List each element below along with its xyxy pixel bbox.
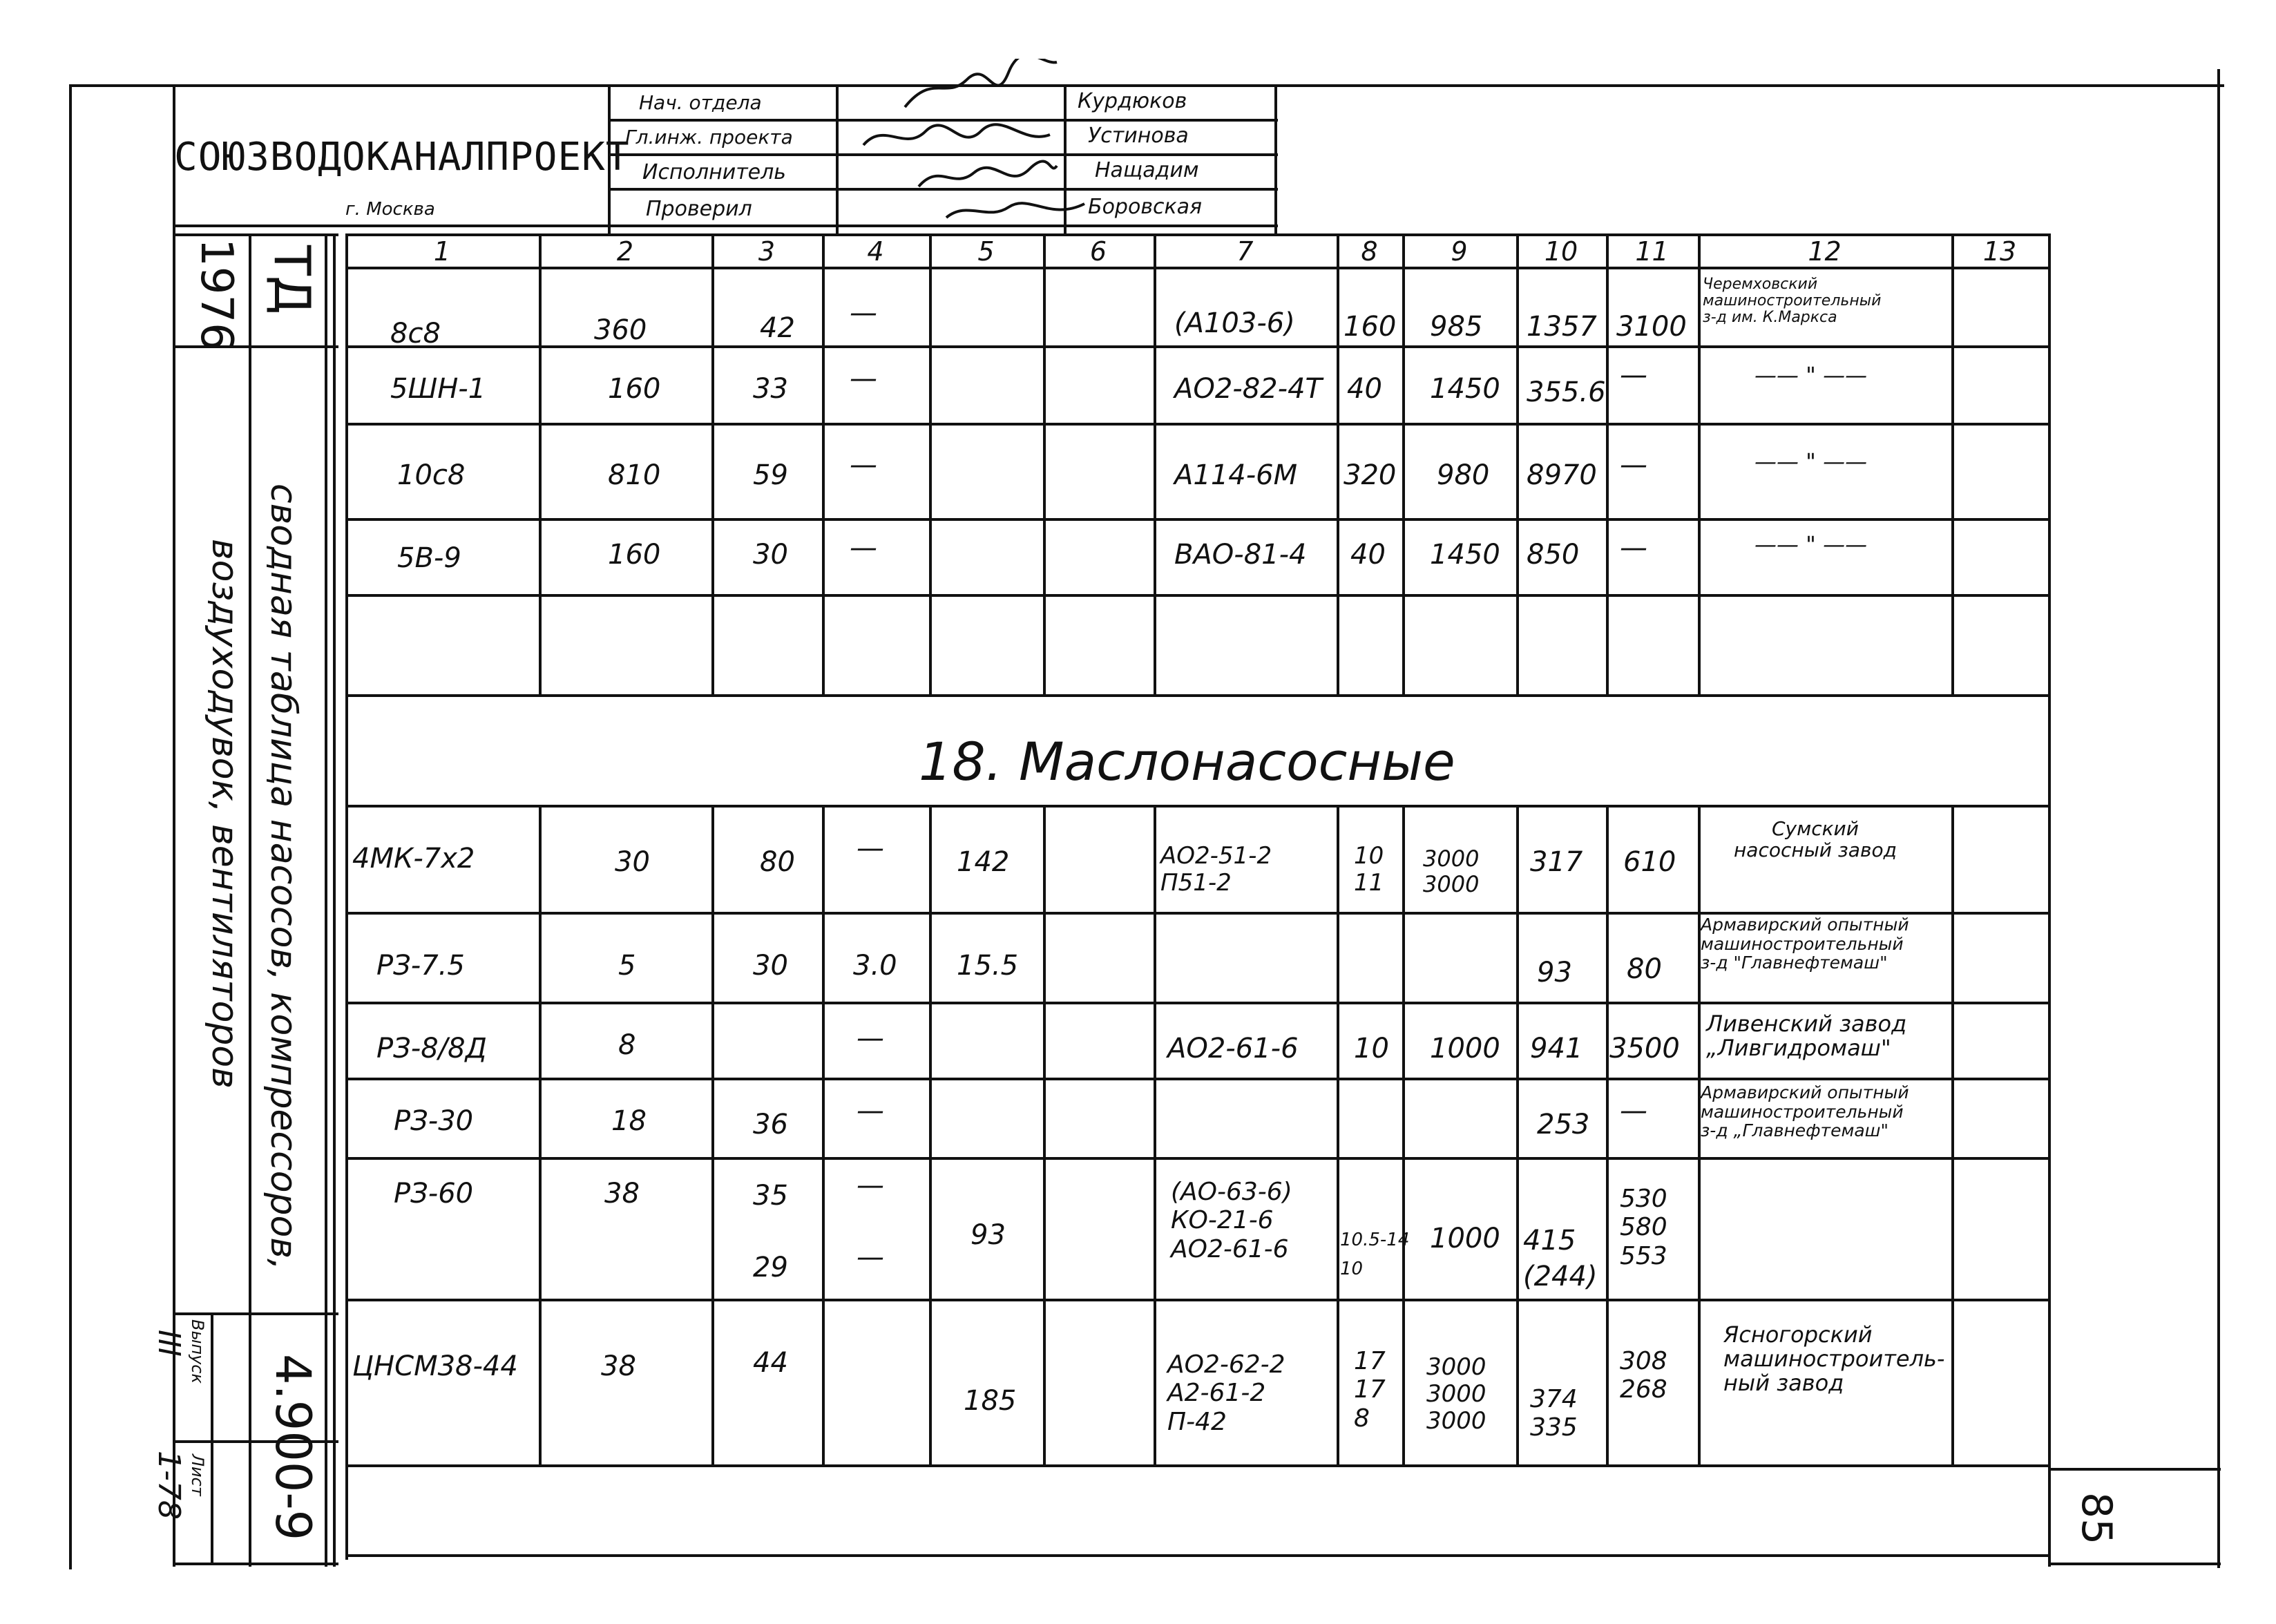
table-row-bottom-5-c5: 185 (964, 1385, 1017, 1417)
table-row-top-1-c1: 5ШН-1 (390, 373, 486, 405)
table-row-bottom-1-c4: 3.0 (853, 950, 897, 982)
table-row-bottom-2-c12: Ливенский завод „Ливгидромаш" (1706, 1011, 1907, 1062)
table-row-bottom-4-c10: 415 (244) (1523, 1225, 1598, 1292)
table-row-top-1-c4: — (850, 363, 877, 394)
sheet-title-line2: воздуходувок, вентиляторов (204, 539, 245, 1089)
col-header-12: 12 (1808, 236, 1842, 267)
table-row-bottom-3-c11: — (1620, 1095, 1647, 1127)
table-row-bottom-5-c2: 38 (601, 1350, 636, 1382)
sheet-title-line1: сводная таблица насосов, компрессоров, (262, 484, 304, 1270)
name-checker: Боровская (1088, 195, 1203, 219)
table-row-top-0-c9: 985 (1430, 311, 1483, 343)
table-row-bottom-2-c10: 941 (1530, 1033, 1583, 1064)
table-row-bottom-5-c12: Ясногорский машиностроитель- ный завод (1723, 1321, 1945, 1397)
table-row-bottom-1-c11: 80 (1627, 953, 1662, 985)
frame-right-line (2217, 69, 2220, 1568)
table-row-bottom-2-c7: АО2-61-6 (1167, 1033, 1299, 1064)
col-header-9: 9 (1451, 236, 1468, 267)
table-row-bottom-5-c11: 308 268 (1620, 1347, 1667, 1404)
col-header-3: 3 (758, 236, 776, 267)
table-row-bottom-0-c4: — (857, 832, 884, 864)
signature-chief-engineer (857, 117, 1064, 159)
table-row-top-1-c9: 1450 (1430, 373, 1500, 405)
table-row-top-0-c12: Черемховский машиностроительный з-д им. К.Маркса (1703, 276, 1882, 327)
table-row-top-1-c10: 355.6 (1527, 376, 1606, 408)
table-row-bottom-3-c10: 253 (1537, 1109, 1590, 1140)
table-row-bottom-3-c4: — (857, 1095, 884, 1127)
sheet-value: 1-78 (151, 1451, 187, 1520)
table-row-top-0-c10: 1357 (1527, 311, 1597, 343)
table-row-top-2-c3: 59 (753, 459, 788, 491)
table-row-bottom-3-c2: 18 (611, 1105, 647, 1137)
table-row-bottom-1-c12: Армавирский опытный машиностроительный з-д "Главнефтемаш" (1701, 915, 1909, 973)
table-row-top-2-c9: 980 (1437, 459, 1490, 491)
role-executor: Исполнитель (642, 160, 786, 184)
table-row-top-0-c3: 42 (760, 312, 795, 344)
table-row-bottom-2-c2: 8 (618, 1029, 636, 1061)
table-row-bottom-1-c3: 30 (753, 950, 788, 982)
col-header-6: 6 (1089, 236, 1107, 267)
col-header-4: 4 (867, 236, 884, 267)
table-row-bottom-5-c7: АО2-62-2 А2-61-2 П-42 (1167, 1350, 1285, 1436)
section-title: 18. Маслонасосные (919, 731, 1455, 792)
table-row-top-2-c8: 320 (1343, 459, 1397, 491)
table-row-top-2-c1: 10с8 (397, 459, 466, 491)
table-row-bottom-4-c9: 1000 (1430, 1223, 1500, 1254)
table-row-bottom-0-c3: 80 (760, 846, 795, 878)
table-row-bottom-3-c3: 36 (753, 1109, 788, 1140)
table-row-bottom-0-c12: Сумский насосный завод (1734, 817, 1897, 861)
col-header-8: 8 (1361, 236, 1378, 267)
table-row-bottom-0-c1: 4МК-7х2 (352, 843, 475, 875)
table-row-top-3-c4: — (850, 532, 877, 564)
name-chief-engineer: Устинова (1088, 124, 1189, 148)
signature-executor (912, 155, 1064, 197)
table-row-top-3-c7: ВАО-81-4 (1174, 539, 1307, 571)
table-row-bottom-1-c2: 5 (618, 950, 636, 982)
table-row-bottom-1-c5: 15.5 (957, 950, 1019, 982)
role-checker: Проверил (646, 197, 752, 221)
city: г. Москва (345, 199, 435, 220)
table-row-top-0-c1: 8с8 (390, 318, 441, 350)
table-row-bottom-4-c5: 93 (970, 1219, 1006, 1251)
table-row-top-2-c2: 810 (608, 459, 661, 491)
table-row-top-3-c12: —— " —— (1754, 531, 1868, 557)
table-row-bottom-0-c10: 317 (1530, 846, 1583, 878)
table-row-top-0-c7: (А103-6) (1174, 307, 1295, 339)
table-row-top-0-c2: 360 (594, 314, 647, 346)
role-chief-engineer: Гл.инж. проекта (625, 126, 793, 149)
role-head: Нач. отдела (639, 91, 762, 114)
table-row-top-1-c3: 33 (753, 373, 788, 405)
frame-left-line (69, 84, 72, 1569)
table-row-bottom-3-c12: Армавирский опытный машиностроительный з-д „Главнефтемаш" (1701, 1082, 1909, 1140)
table-row-bottom-4-c3: 35 29 (753, 1180, 788, 1283)
table-row-top-2-c4: — (850, 449, 877, 481)
table-row-bottom-1-c10: 93 (1537, 957, 1572, 988)
table-row-bottom-4-c8: 10.5-14 10 (1340, 1230, 1410, 1279)
series-label: Выпуск (188, 1319, 207, 1384)
table-row-bottom-5-c8: 17 17 8 (1354, 1347, 1386, 1433)
table-row-top-2-c12: —— " —— (1754, 448, 1868, 475)
col-header-1: 1 (433, 236, 451, 267)
table-row-bottom-4-c2: 38 (604, 1178, 640, 1210)
table-row-top-1-c8: 40 (1347, 373, 1382, 405)
table-row-bottom-5-c1: ЦНСМ38-44 (352, 1350, 518, 1382)
table-row-top-0-c8: 160 (1343, 311, 1397, 343)
table-row-bottom-2-c1: РЗ-8/8Д (376, 1033, 487, 1064)
table-row-top-3-c2: 160 (608, 539, 661, 571)
name-executor: Нащадим (1095, 158, 1199, 182)
signature-head (891, 59, 1071, 121)
doc-series-td: ТД (263, 245, 321, 315)
series-value: III (151, 1330, 187, 1357)
col-header-10: 10 (1544, 236, 1578, 267)
col-header-7: 7 (1236, 236, 1254, 267)
table-row-bottom-2-c4: — (857, 1022, 884, 1054)
table-row-top-1-c11: — (1620, 359, 1647, 391)
table-row-top-3-c8: 40 (1350, 539, 1386, 571)
col-header-11: 11 (1635, 236, 1669, 267)
table-row-bottom-4-c4: — — (857, 1169, 884, 1273)
table-row-top-1-c2: 160 (608, 373, 661, 405)
table-row-top-2-c10: 8970 (1527, 459, 1597, 491)
table-row-bottom-2-c11: 3500 (1609, 1033, 1680, 1064)
signature-checker (939, 193, 1091, 228)
table-row-bottom-0-c2: 30 (615, 846, 650, 878)
table-row-top-3-c9: 1450 (1430, 539, 1500, 571)
table-row-bottom-5-c9: 3000 3000 3000 (1426, 1353, 1486, 1435)
table-row-bottom-2-c9: 1000 (1430, 1033, 1500, 1064)
table-row-top-0-c4: — (850, 297, 877, 329)
table-row-bottom-0-c5: 142 (957, 846, 1010, 878)
col-header-2: 2 (616, 236, 634, 267)
table-row-top-0-c11: 3100 (1616, 311, 1687, 343)
table-row-top-3-c11: — (1620, 532, 1647, 564)
col-header-5: 5 (977, 236, 995, 267)
table-row-bottom-0-c8: 10 11 (1354, 842, 1384, 897)
table-row-top-1-c7: АО2-82-4Т (1174, 373, 1322, 405)
table-row-top-2-c11: — (1620, 449, 1647, 481)
table-row-bottom-0-c7: АО2-51-2 П51-2 (1160, 842, 1272, 897)
table-row-top-3-c3: 30 (753, 539, 788, 571)
table-row-bottom-4-c11: 530 580 553 (1620, 1185, 1667, 1270)
page-number: 85 (2072, 1492, 2121, 1545)
table-row-bottom-5-c3: 44 (753, 1347, 788, 1379)
table-row-bottom-5-c10: 374 335 (1530, 1385, 1578, 1442)
table-row-bottom-0-c9: 3000 3000 (1423, 846, 1480, 897)
table-row-top-3-c1: 5В-9 (397, 542, 461, 574)
table-row-bottom-1-c1: РЗ-7.5 (376, 950, 465, 982)
table-row-top-2-c7: А114-6М (1174, 459, 1298, 491)
sheet-label: Лист (188, 1454, 207, 1496)
org-name: СОЮЗВОДОКАНАЛПРОЕКТ (174, 135, 630, 180)
table-row-bottom-4-c7: (АО-63-6) КО-21-6 АО2-61-6 (1171, 1178, 1292, 1263)
table-row-bottom-4-c1: РЗ-60 (394, 1178, 474, 1210)
table-row-top-3-c10: 850 (1527, 539, 1580, 571)
year: 1976 (191, 238, 242, 351)
name-head: Курдюков (1078, 89, 1187, 113)
table-row-bottom-2-c8: 10 (1354, 1033, 1389, 1064)
table-row-top-1-c12: —— " —— (1754, 362, 1868, 388)
doc-code: 4.900-9 (265, 1354, 321, 1541)
table-row-bottom-3-c1: РЗ-30 (394, 1105, 474, 1137)
table-row-bottom-0-c11: 610 (1623, 846, 1676, 878)
col-header-13: 13 (1982, 236, 2017, 267)
